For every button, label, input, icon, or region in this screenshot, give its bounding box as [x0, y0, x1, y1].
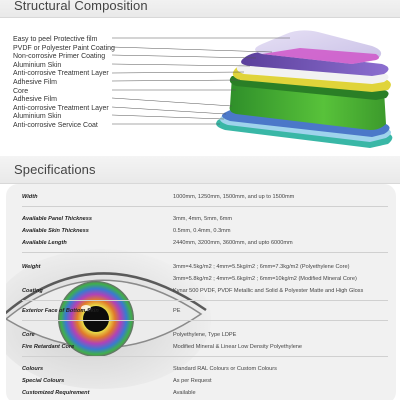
- spec-divider: [22, 252, 388, 253]
- spec-key: Available Skin Thickness: [22, 228, 89, 234]
- structural-composition-header: [0, 0, 400, 18]
- spec-value: 3mm, 4mm, 5mm, 6mm: [173, 216, 233, 222]
- spec-value: As per Request: [173, 378, 212, 384]
- spec-value: Kynar 500 PVDF, PVDF Metallic and Solid & Polyester Matte and High Gloss: [173, 288, 364, 294]
- spec-row-core: [22, 332, 392, 343]
- spec-row-special-colours: [22, 378, 392, 389]
- spec-key: Coating: [22, 288, 43, 294]
- spec-row-fire-retardant-core: [22, 344, 392, 355]
- structural-composition-title: Structural Composition: [14, 0, 148, 13]
- spec-key: Width: [22, 194, 38, 200]
- layer-label: Anti-corrosive Treatment Layer: [13, 70, 109, 78]
- specifications-title: Specifications: [14, 162, 96, 177]
- spec-value: 3mm=4.5kg/m2 ; 4mm=5.5kg/m2 ; 6mm=7.3kg/m2 (Polyethylene Core): [173, 264, 350, 270]
- spec-value: PE: [173, 308, 181, 314]
- layer-label: Anti-corrosive Service Coat: [13, 121, 98, 129]
- spec-row-colours: [22, 366, 392, 377]
- spec-divider: [22, 206, 388, 207]
- spec-key: Core: [22, 332, 35, 338]
- spec-divider: [22, 320, 388, 321]
- spec-key: Exterior Face of Bottom Skin: [22, 308, 99, 314]
- layer-label: Easy to peel Protective film: [13, 36, 98, 43]
- layer-label: PVDF or Polyester Paint Coating: [13, 44, 115, 52]
- spec-value: Polyethylene, Type LDPE: [173, 332, 237, 338]
- spec-key: Weight: [22, 264, 41, 270]
- spec-row-length: [22, 240, 392, 251]
- spec-divider: [22, 300, 388, 301]
- spec-row-panel-thickness: [22, 216, 392, 227]
- spec-row-width: [22, 194, 392, 205]
- spec-row-skin-thickness: [22, 228, 392, 239]
- spec-row-coating: [22, 288, 392, 299]
- layer-label: Adhesive Film: [13, 96, 57, 104]
- specifications-header: [0, 156, 400, 184]
- spec-row-weight-mineral: [22, 276, 392, 287]
- layer-label: Aluminium Skin: [13, 113, 62, 121]
- spec-value: Modified Mineral & Linear Low Density Polyethylene: [173, 344, 303, 350]
- spec-value: Standard RAL Colours or Custom Colours: [173, 366, 277, 372]
- specifications-panel: [6, 184, 396, 400]
- spec-key: Colours: [22, 366, 44, 372]
- spec-row-exterior-face: [22, 308, 392, 319]
- layer-label: Adhesive Film: [13, 78, 57, 86]
- spec-row-weight: [22, 264, 392, 275]
- spec-row-customized: [22, 390, 392, 400]
- layer-label: Anti-corrosive Treatment Layer: [13, 104, 109, 112]
- spec-value: 0.5mm, 0.4mm, 0.3mm: [173, 228, 231, 234]
- spec-key: Fire Retardant Core: [22, 344, 75, 350]
- spec-key: Available Length: [22, 240, 67, 246]
- spec-key: Available Panel Thickness: [22, 216, 92, 222]
- spec-value: 1000mm, 1250mm, 1500mm, and up to 1500mm: [173, 194, 295, 200]
- layer-label: Non-corrosive Primer Coating: [13, 53, 106, 61]
- layer-label: Core: [13, 87, 29, 95]
- spec-value: 2440mm, 3200mm, 3600mm, and upto 6000mm: [173, 240, 293, 246]
- spec-divider: [22, 356, 388, 357]
- layer-label-list: [13, 36, 115, 131]
- spec-key: Special Colours: [22, 378, 65, 384]
- spec-value: Available: [173, 390, 196, 396]
- spec-key: Customized Requirement: [22, 390, 90, 396]
- layer-label: Aluminium Skin: [13, 61, 62, 69]
- spec-value: 3mm=5.8kg/m2 ; 4mm=5.6kg/m2 ; 6mm=10kg/m2 (Modified Mineral Core): [173, 276, 357, 282]
